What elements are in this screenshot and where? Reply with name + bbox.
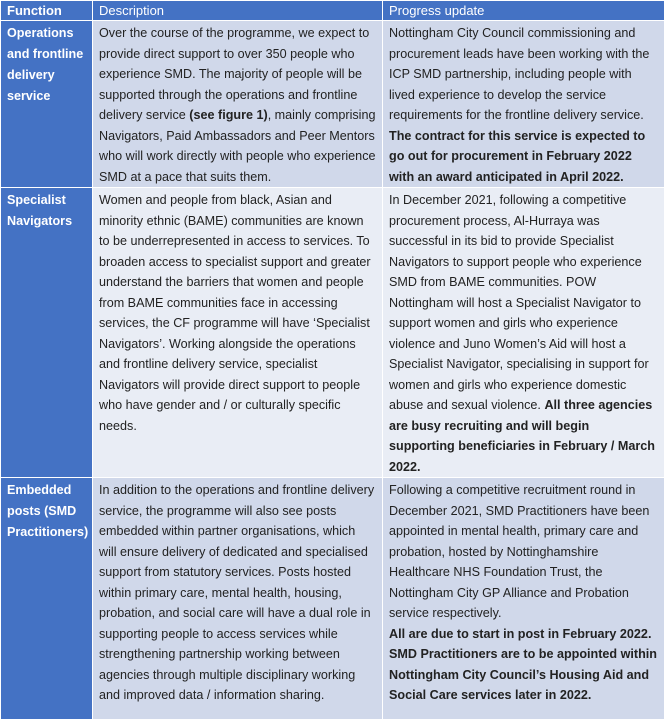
description-cell: Women and people from black, Asian and minority ethnic (BAME) communities are known to be underrepresented in access to services. To broaden access to specialist support and greater understand the barriers that women and people from BAME communities face in accessing services, the CF programme will have ‘Specialist Navigators’. Working alongside the operations and frontline delivery service, specialist Navigators will provide direct support to people who have gender and / or culturally specific needs. <box>93 188 383 478</box>
progress-highlight: The contract for this service is expected to go out for procurement in February 2022 with an award anticipated in April 2022. <box>389 128 646 184</box>
function-cell: Specialist Navigators <box>1 188 93 478</box>
description-text-continued: , mainly comprising Navigators, Paid Ambassadors and Peer Mentors who will work directly with people who experience SMD at a pace that suits them. <box>99 108 376 184</box>
table-row <box>1 188 664 478</box>
progress-highlight: All three agencies are busy recruiting and will begin supporting beneficiaries in February / March 2022. <box>389 398 655 474</box>
description-text: Over the course of the programme, we expect to provide direct support to over 350 people who experience SMD. The majority of people will be supported through the operations and frontline delivery service <box>99 26 370 122</box>
progress-highlight: All are due to start in post in February 2022. SMD Practitioners are to be appointed within Nottingham City Council’s Housing Aid and Social Care services later in 2022. <box>389 626 657 702</box>
progress-cell <box>383 188 664 478</box>
table-row <box>1 478 664 720</box>
progress-cell <box>383 478 664 720</box>
progress-cell <box>383 21 664 188</box>
header-row <box>1 1 664 21</box>
header-description: Description <box>93 1 383 21</box>
table-row <box>1 21 664 188</box>
progress-text: In December 2021, following a competitive procurement process, Al-Hurraya was successful in its bid to provide Specialist Navigators to support people who experience SMD from BAME communities. POW Nottingham will host a Specialist Navigator to support women and girls who experience violence and Juno Women’s Aid will host a Specialist Navigator, specialising in support for women and girls who experience domestic abuse and sexual violence. <box>389 193 649 412</box>
figure-reference: (see figure 1) <box>189 108 268 122</box>
progress-text: Following a competitive recruitment round in December 2021, SMD Practitioners have been appointed in mental health, primary care and probation, hosted by Nottinghamshire Healthcare NHS Foundation Trust, the Nottingham City GP Alliance and Probation service respectively. <box>389 483 650 620</box>
header-function: Function <box>1 1 93 21</box>
description-cell <box>93 21 383 188</box>
function-cell: Embedded posts (SMD Practitioners) <box>1 478 93 720</box>
header-progress-update: Progress update <box>383 1 664 21</box>
progress-text: Nottingham City Council commissioning and procurement leads have been working with the ICP SMD partnership, including people with lived experience to develop the service requirements for the frontline delivery service. <box>389 26 650 122</box>
description-cell: In addition to the operations and frontline delivery service, the programme will also see posts embedded within partner organisations, which will ensure delivery of dedicated and specialised support from statutory services. Posts hosted within primary care, mental health, housing, probation, and social care will have a dual role in supporting people to access services while strengthening partnership working between agencies through multiple disciplinary working and improved data / information sharing. <box>93 478 383 720</box>
function-cell: Operations and frontline delivery service <box>1 21 93 188</box>
